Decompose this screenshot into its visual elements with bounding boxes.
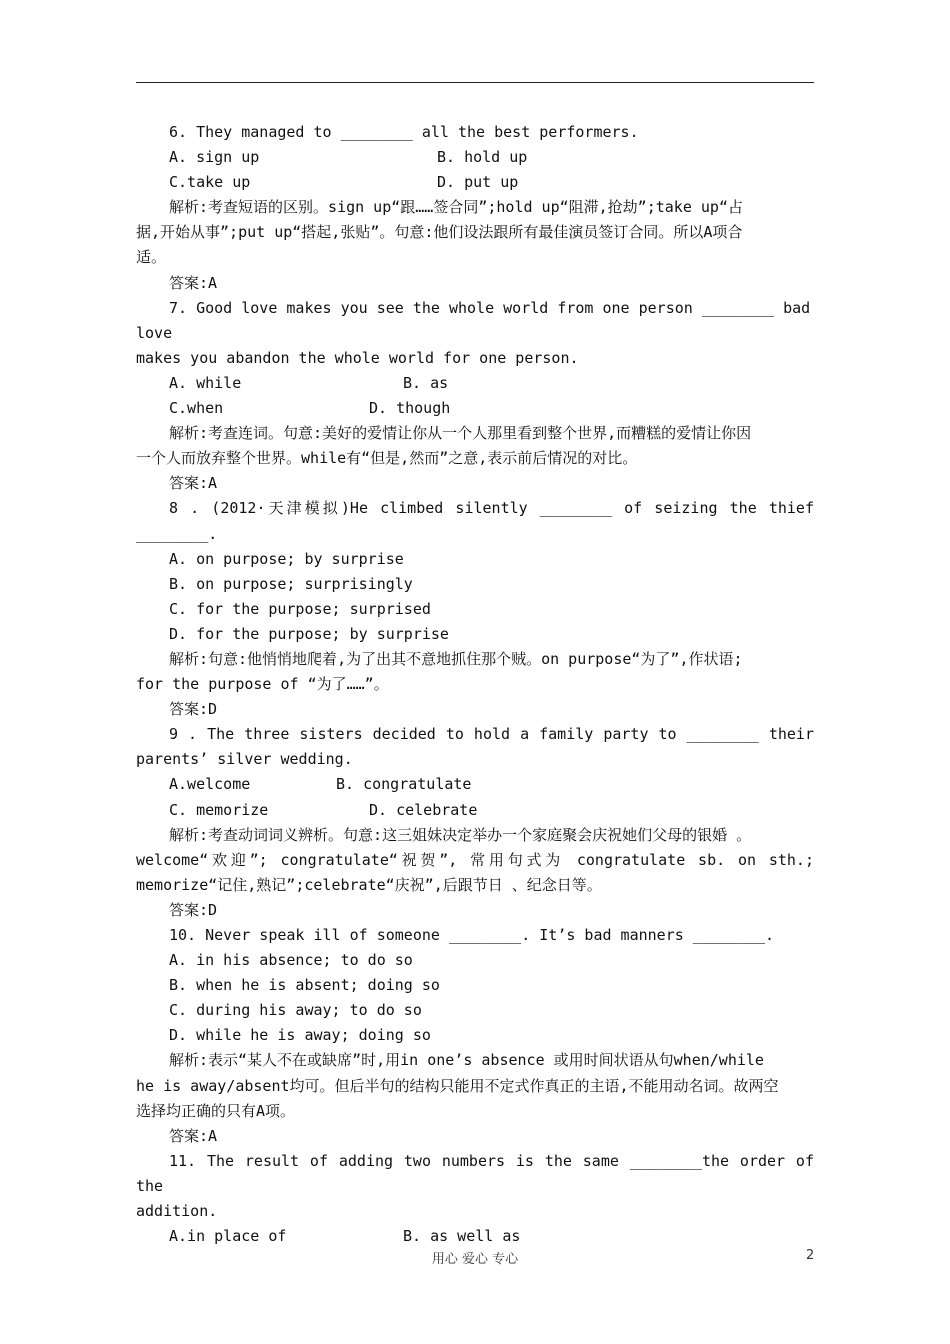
footer-motto: 用心 爱心 专心: [431, 1252, 519, 1267]
q8-option-b: B. on purpose; surprisingly: [169, 574, 413, 593]
q11-options-ab: [136, 1224, 814, 1249]
q6-options-ab: [136, 145, 814, 170]
q9-explanation-1: 解析:考查动词词义辨析。句意:这三姐妹决定举办一个家庭聚会庆祝她们父母的银婚 。: [169, 825, 752, 844]
q9-option-a: A.welcome: [169, 775, 251, 794]
q8-explanation-2: for the purpose of “为了……”。: [136, 675, 389, 694]
q8-explanation-1: 解析:句意:他悄悄地爬着,为了出其不意地抓住那个贼。on purpose“为了”,作状语;: [169, 649, 743, 668]
q9-stem-2: parents’ silver wedding.: [136, 750, 353, 769]
q7-stem-2: makes you abandon the whole world for one person.: [136, 348, 579, 367]
q7-option-b: B. as: [403, 373, 449, 392]
q8-stem-2: ________.: [136, 524, 218, 543]
q8-stem-1: 8 . (2012·天津模拟)He climbed silently ________ of seizing the thief: [169, 499, 814, 518]
q7-answer: 答案:A: [169, 474, 218, 493]
q6-answer: 答案:A: [169, 273, 218, 292]
q6-explanation-1: 解析:考查短语的区别。sign up“跟……签合同”;hold up“阻滞,抢劫”;take up“占: [169, 198, 743, 217]
q10-explanation-1: 解析:表示“某人不在或缺席”时,用in one’s absence 或用时间状语从句when/while: [169, 1051, 764, 1070]
q7-option-a: A. while: [169, 373, 242, 392]
q10-option-a: A. in his absence; to do so: [169, 951, 413, 970]
q10-stem: 10. Never speak ill of someone ________. It’s bad manners ________.: [169, 926, 775, 944]
q7-explanation-2: 一个人而放弃整个世界。while有“但是,然而”之意,表示前后情况的对比。: [136, 449, 638, 468]
q6-option-d: D. put up: [437, 173, 519, 192]
q6-stem: 6. They managed to ________ all the best performers.: [169, 123, 639, 141]
q6-option-b: B. hold up: [437, 148, 528, 167]
q9-option-d: D. celebrate: [369, 800, 478, 819]
q8-answer: 答案:D: [169, 700, 218, 719]
q7-options-cd: [136, 396, 814, 421]
page-number: 2: [806, 1248, 815, 1263]
q9-options-cd: [136, 798, 814, 823]
q9-option-c: C. memorize: [169, 800, 269, 819]
q11-option-a: A.in place of: [169, 1227, 287, 1246]
q11-stem-1: 11. The result of adding two numbers is the same ________the order of the: [136, 1151, 824, 1195]
q10-option-b: B. when he is absent; doing so: [169, 976, 440, 995]
q9-option-b: B. congratulate: [336, 775, 472, 794]
q7-stem-1: 7. Good love makes you see the whole world from one person ________ bad love: [136, 298, 820, 342]
q9-explanation-3: memorize“记住,熟记”;celebrate“庆祝”,后跟节日 、纪念日等。: [136, 875, 602, 894]
q7-explanation-1: 解析:考查连词。句意:美好的爱情让你从一个人那里看到整个世界,而糟糕的爱情让你因: [169, 424, 752, 443]
q8-option-d: D. for the purpose; by surprise: [169, 624, 449, 643]
q9-explanation-2: welcome“欢迎”; congratulate“祝贺”, 常用句式为 congratulate sb. on sth.;: [136, 850, 814, 869]
header-rule: [136, 82, 814, 83]
page-content: [136, 120, 824, 1249]
q6-explanation-2: 据,开始从事”;put up“搭起,张贴”。句意:他们设法跟所有最佳演员签订合同。所以A项合: [136, 223, 743, 242]
q6-explanation-3: 适。: [136, 248, 167, 267]
q9-stem-1: 9 . The three sisters decided to hold a family party to ________ their: [169, 725, 814, 744]
q7-option-d: D. though: [369, 399, 451, 418]
q6-options-cd: [136, 170, 814, 195]
q10-explanation-3: 选择均正确的只有A项。: [136, 1101, 296, 1120]
q8-option-c: C. for the purpose; surprised: [169, 599, 431, 618]
q10-option-d: D. while he is away; doing so: [169, 1026, 431, 1045]
q6-option-a: A. sign up: [169, 148, 260, 167]
q6-option-c: C.take up: [169, 173, 251, 192]
q7-options-ab: [136, 371, 814, 396]
q8-option-a: A. on purpose; by surprise: [169, 549, 404, 568]
q11-stem-2: addition.: [136, 1202, 218, 1221]
q11-option-b: B. as well as: [403, 1227, 521, 1246]
q9-answer: 答案:D: [169, 900, 218, 919]
q10-option-c: C. during his away; to do so: [169, 1001, 422, 1020]
q10-explanation-2: he is away/absent均可。但后半句的结构只能用不定式作真正的主语,不能用动名词。故两空: [136, 1076, 779, 1095]
q7-option-c: C.when: [169, 399, 224, 418]
q10-answer: 答案:A: [169, 1126, 218, 1145]
q9-options-ab: [136, 772, 814, 797]
